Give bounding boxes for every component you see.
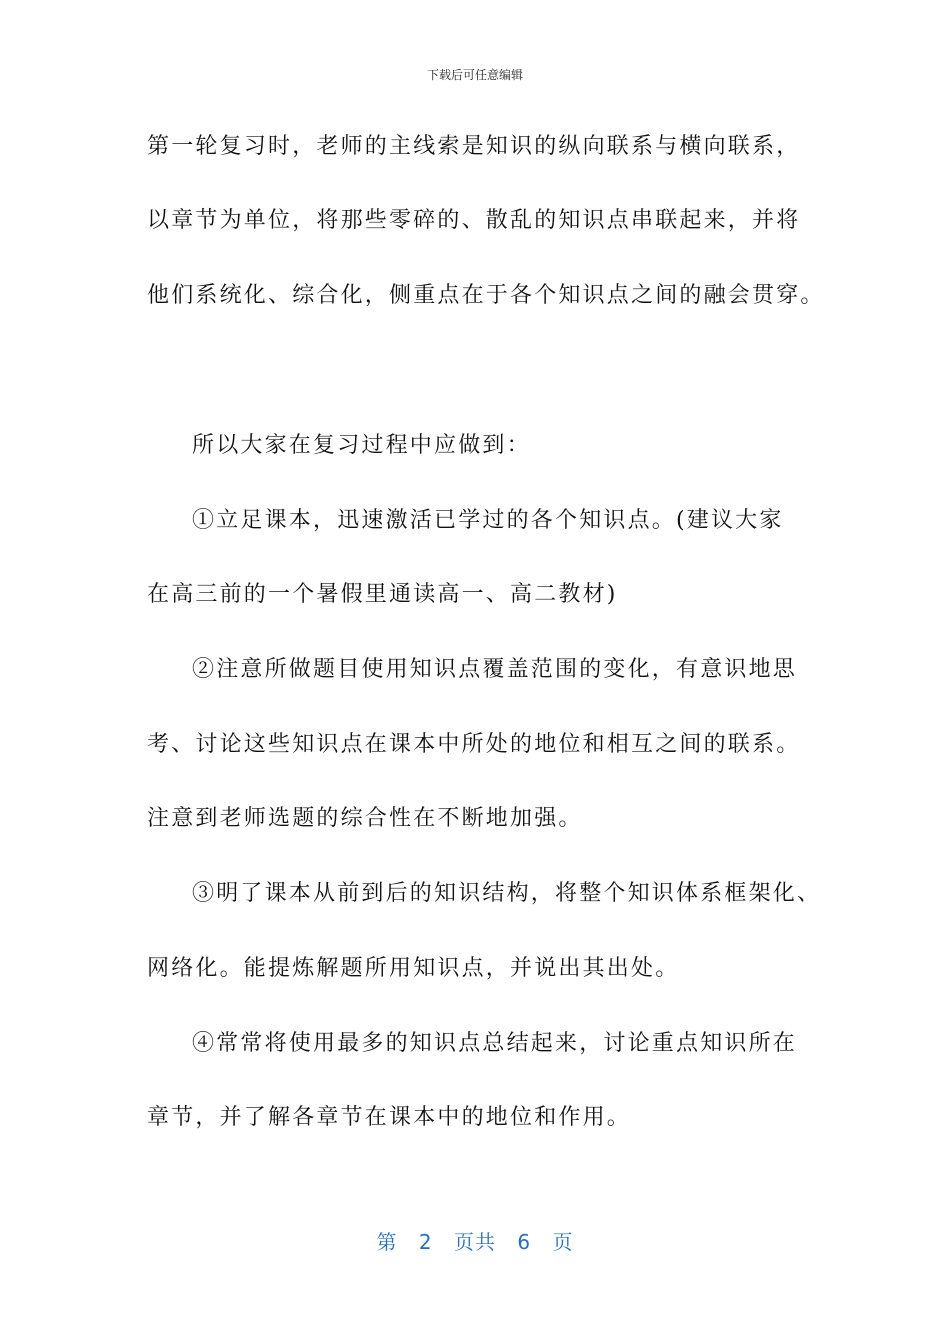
footer-suffix: 页 — [552, 1230, 574, 1254]
footer-prefix: 第 — [376, 1230, 398, 1254]
text-line: 考、讨论这些知识点在课本中所处的地位和相互之间的联系。 — [147, 732, 801, 757]
text-line: ③明了课本从前到后的知识结构，将整个知识体系框架化、 — [192, 881, 822, 906]
text-line: 注意到老师选题的综合性在不断地加强。 — [147, 806, 583, 831]
text-line: 在高三前的一个暑假里通读高一、高二教材) — [147, 582, 618, 607]
text-line: 所以大家在复习过程中应做到： — [192, 433, 531, 458]
text-line: 网络化。能提炼解题所用知识点，并说出其出处。 — [147, 956, 680, 981]
page-header: 下载后可任意编辑 — [426, 68, 523, 82]
text-line: 章节，并了解各章节在课本中的地位和作用。 — [147, 1105, 632, 1130]
page-footer — [0, 1226, 950, 1255]
footer-middle: 页共 — [454, 1230, 496, 1254]
text-line: 他们系统化、综合化，侧重点在于各个知识点之间的融会贯穿。 — [147, 283, 825, 308]
text-line: 第一轮复习时，老师的主线索是知识的纵向联系与横向联系， — [147, 134, 801, 159]
text-line: 以章节为单位，将那些零碎的、散乱的知识点串联起来，并将 — [147, 208, 801, 233]
text-line: ④常常将使用最多的知识点总结起来，讨论重点知识所在 — [192, 1031, 798, 1056]
total-pages-number: 6 — [517, 1230, 532, 1254]
text-line: ②注意所做题目使用知识点覆盖范围的变化，有意识地思 — [192, 657, 798, 682]
current-page-number: 2 — [418, 1230, 433, 1254]
text-line: ①立足课本，迅速激活已学过的各个知识点。(建议大家 — [192, 508, 784, 533]
